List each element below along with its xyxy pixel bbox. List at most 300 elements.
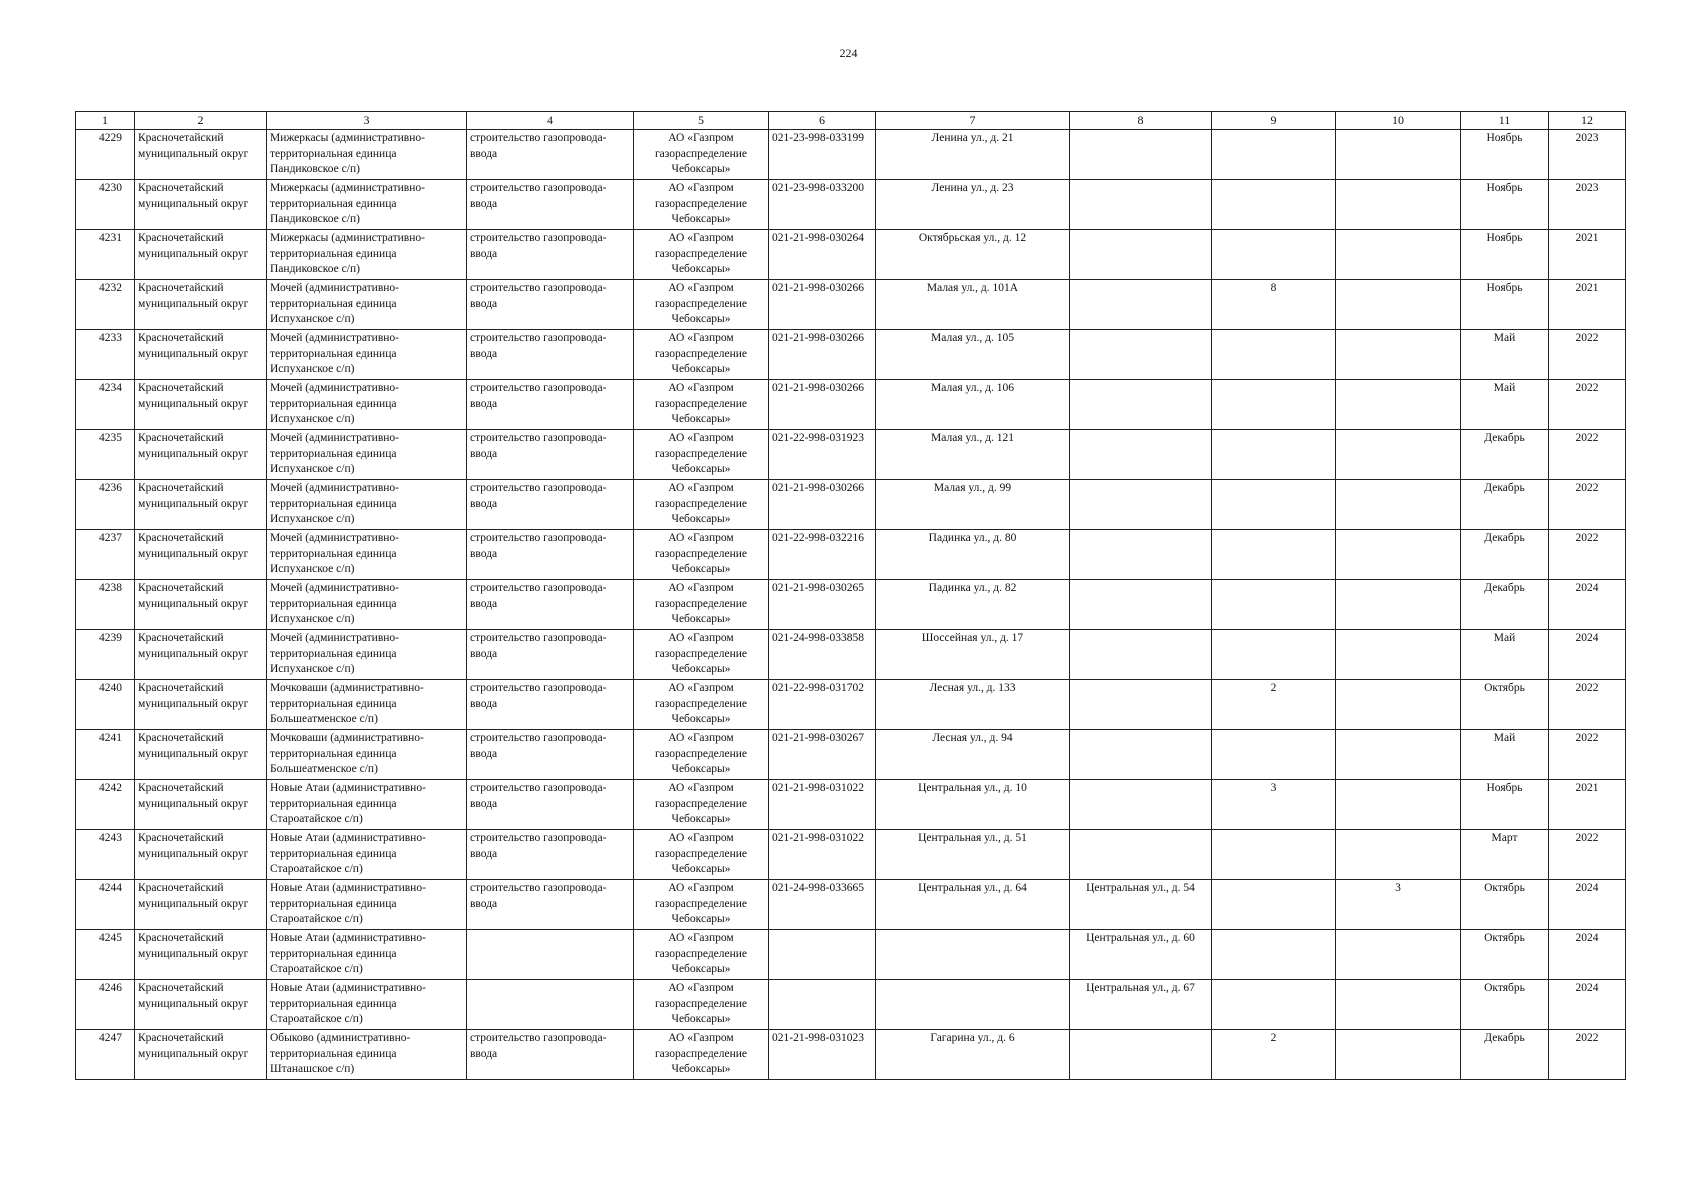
- organization-cell-text: АО «Газпром газораспределение Чебоксары»: [654, 982, 748, 1025]
- organization-cell: [634, 880, 769, 930]
- settlement-cell-text: Мочковаши (административно- территориальная единица Большеатменское с/п): [270, 682, 424, 725]
- organization-cell: [634, 930, 769, 980]
- district-cell-text: Красночетайский муниципальный округ: [138, 932, 249, 960]
- column-10-cell: [1336, 230, 1461, 280]
- table-row: [76, 930, 1626, 980]
- settlement-cell: [267, 830, 467, 880]
- column-9-cell: [1212, 680, 1336, 730]
- district-cell-text: Красночетайский муниципальный округ: [138, 232, 249, 260]
- district-cell: [135, 130, 267, 180]
- settlement-cell: [267, 430, 467, 480]
- settlement-cell: [267, 880, 467, 930]
- work-type-cell-text: строительство газопровода- ввода: [470, 582, 607, 610]
- additional-address-cell: [1070, 530, 1212, 580]
- organization-cell-text: АО «Газпром газораспределение Чебоксары»: [654, 832, 748, 875]
- organization-cell-text: АО «Газпром газораспределение Чебоксары»: [654, 782, 748, 825]
- organization-cell: [634, 230, 769, 280]
- work-type-cell: [467, 930, 634, 980]
- column-10-cell: [1336, 180, 1461, 230]
- settlement-cell: [267, 280, 467, 330]
- month-cell-text: Декабрь: [1484, 482, 1525, 494]
- object-code-cell: [769, 130, 876, 180]
- additional-address-cell: [1070, 230, 1212, 280]
- month-cell-text: Декабрь: [1484, 432, 1525, 444]
- year-cell-text: 2024: [1575, 982, 1599, 994]
- column-header-5: 5: [634, 112, 769, 130]
- settlement-cell-text: Мочей (административно- территориальная единица Испуханское с/п): [270, 632, 400, 675]
- table-row: [76, 680, 1626, 730]
- year-cell-text: 2022: [1575, 482, 1599, 494]
- district-cell: [135, 230, 267, 280]
- district-cell: [135, 1030, 267, 1080]
- month-cell: [1461, 580, 1549, 630]
- address-cell: [876, 630, 1070, 680]
- district-cell: [135, 380, 267, 430]
- settlement-cell-text: Новые Атаи (административно- территориальная единица Староатайское с/п): [270, 882, 426, 925]
- object-code-cell-text: 021-21-998-030264: [772, 232, 864, 244]
- address-cell-text: Малая ул., д. 106: [931, 382, 1014, 394]
- object-code-cell: [769, 930, 876, 980]
- address-cell: [876, 280, 1070, 330]
- table-row: [76, 1030, 1626, 1080]
- district-cell-text: Красночетайский муниципальный округ: [138, 432, 249, 460]
- address-cell: [876, 380, 1070, 430]
- column-header-6: 6: [769, 112, 876, 130]
- month-cell-text: Декабрь: [1484, 532, 1525, 544]
- district-cell: [135, 780, 267, 830]
- settlement-cell-text: Мочей (административно- территориальная единица Испуханское с/п): [270, 332, 400, 375]
- address-cell-text: Ленина ул., д. 23: [931, 182, 1014, 194]
- object-code-cell: [769, 280, 876, 330]
- object-code-cell-text: 021-23-998-033199: [772, 132, 864, 144]
- row-number-cell-text: 4238: [99, 582, 122, 594]
- column-10-cell: [1336, 680, 1461, 730]
- organization-cell: [634, 980, 769, 1030]
- table-row: [76, 430, 1626, 480]
- address-cell-text: Малая ул., д. 101А: [926, 282, 1019, 294]
- row-number-cell-text: 4235: [99, 432, 122, 444]
- column-10-cell: [1336, 930, 1461, 980]
- column-9-cell: [1212, 980, 1336, 1030]
- row-number-cell: [76, 630, 135, 680]
- object-code-cell-text: 021-21-998-030266: [772, 382, 864, 394]
- row-number-cell-text: 4240: [99, 682, 122, 694]
- district-cell: [135, 730, 267, 780]
- column-10-cell: [1336, 730, 1461, 780]
- district-cell: [135, 330, 267, 380]
- organization-cell-text: АО «Газпром газораспределение Чебоксары»: [654, 632, 748, 675]
- month-cell-text: Май: [1493, 382, 1516, 394]
- address-cell-text: Лесная ул., д. 133: [929, 682, 1016, 694]
- column-9-cell: [1212, 630, 1336, 680]
- work-type-cell-text: строительство газопровода- ввода: [470, 132, 607, 160]
- object-code-cell: [769, 580, 876, 630]
- table-row: [76, 130, 1626, 180]
- month-cell-text: Март: [1491, 832, 1518, 844]
- table-header: [76, 112, 1626, 130]
- row-number-cell: [76, 930, 135, 980]
- column-9-cell-text: 8: [1270, 282, 1277, 294]
- year-cell: [1549, 880, 1626, 930]
- organization-cell: [634, 1030, 769, 1080]
- column-10-cell: [1336, 480, 1461, 530]
- organization-cell-text: АО «Газпром газораспределение Чебоксары»: [654, 232, 748, 275]
- organization-cell-text: АО «Газпром газораспределение Чебоксары»: [654, 182, 748, 225]
- month-cell: [1461, 880, 1549, 930]
- month-cell: [1461, 730, 1549, 780]
- settlement-cell-text: Мочей (административно- территориальная единица Испуханское с/п): [270, 532, 400, 575]
- column-9-cell: [1212, 930, 1336, 980]
- organization-cell-text: АО «Газпром газораспределение Чебоксары»: [654, 582, 748, 625]
- district-cell-text: Красночетайский муниципальный округ: [138, 632, 249, 660]
- work-type-cell-text: строительство газопровода- ввода: [470, 882, 607, 910]
- month-cell-text: Октябрь: [1484, 882, 1525, 894]
- object-code-cell: [769, 880, 876, 930]
- row-number-cell: [76, 380, 135, 430]
- table-row: [76, 830, 1626, 880]
- column-9-cell: [1212, 480, 1336, 530]
- column-9-cell-text: 2: [1270, 682, 1277, 694]
- settlement-cell: [267, 330, 467, 380]
- work-type-cell: [467, 630, 634, 680]
- work-type-cell: [467, 230, 634, 280]
- address-cell: [876, 580, 1070, 630]
- organization-cell: [634, 280, 769, 330]
- work-type-cell-text: строительство газопровода- ввода: [470, 382, 607, 410]
- table-row: [76, 630, 1626, 680]
- row-number-cell-text: 4239: [99, 632, 122, 644]
- settlement-cell-text: Новые Атаи (административно- территориальная единица Староатайское с/п): [270, 782, 426, 825]
- district-cell: [135, 980, 267, 1030]
- object-code-cell-text: 021-21-998-030266: [772, 482, 864, 494]
- column-10-cell: [1336, 330, 1461, 380]
- additional-address-cell: [1070, 480, 1212, 530]
- additional-address-cell: [1070, 730, 1212, 780]
- work-type-cell-text: строительство газопровода- ввода: [470, 282, 607, 310]
- month-cell: [1461, 380, 1549, 430]
- row-number-cell: [76, 480, 135, 530]
- settlement-cell-text: Новые Атаи (административно- территориальная единица Староатайское с/п): [270, 932, 426, 975]
- table-row: [76, 730, 1626, 780]
- settlement-cell: [267, 930, 467, 980]
- year-cell-text: 2022: [1575, 832, 1599, 844]
- district-cell: [135, 830, 267, 880]
- organization-cell-text: АО «Газпром газораспределение Чебоксары»: [654, 132, 748, 175]
- column-header-11: 11: [1461, 112, 1549, 130]
- month-cell: [1461, 530, 1549, 580]
- month-cell: [1461, 630, 1549, 680]
- row-number-cell-text: 4247: [99, 1032, 122, 1044]
- address-cell: [876, 130, 1070, 180]
- year-cell-text: 2021: [1575, 282, 1599, 294]
- address-cell-text: Падинка ул., д. 82: [928, 582, 1017, 594]
- row-number-cell-text: 4233: [99, 332, 122, 344]
- year-cell: [1549, 630, 1626, 680]
- organization-cell: [634, 380, 769, 430]
- work-type-cell: [467, 530, 634, 580]
- column-10-cell: [1336, 530, 1461, 580]
- object-code-cell: [769, 780, 876, 830]
- year-cell: [1549, 380, 1626, 430]
- settlement-cell-text: Мочей (административно- территориальная единица Испуханское с/п): [270, 582, 400, 625]
- work-type-cell: [467, 680, 634, 730]
- address-cell: [876, 780, 1070, 830]
- district-cell: [135, 880, 267, 930]
- organization-cell-text: АО «Газпром газораспределение Чебоксары»: [654, 682, 748, 725]
- month-cell: [1461, 280, 1549, 330]
- year-cell: [1549, 980, 1626, 1030]
- column-9-cell: [1212, 230, 1336, 280]
- address-cell-text: Падинка ул., д. 80: [928, 532, 1017, 544]
- column-9-cell: [1212, 380, 1336, 430]
- register-table: [75, 111, 1626, 1080]
- column-10-cell: [1336, 430, 1461, 480]
- column-header-1: 1: [76, 112, 135, 130]
- object-code-cell: [769, 180, 876, 230]
- row-number-cell: [76, 780, 135, 830]
- object-code-cell-text: 021-21-998-031022: [772, 832, 864, 844]
- column-10-cell: [1336, 580, 1461, 630]
- month-cell: [1461, 830, 1549, 880]
- additional-address-cell: [1070, 980, 1212, 1030]
- organization-cell: [634, 680, 769, 730]
- column-9-cell: [1212, 580, 1336, 630]
- district-cell: [135, 430, 267, 480]
- column-9-cell: [1212, 730, 1336, 780]
- district-cell: [135, 930, 267, 980]
- address-cell: [876, 330, 1070, 380]
- column-9-cell: [1212, 280, 1336, 330]
- table-row: [76, 780, 1626, 830]
- address-cell: [876, 230, 1070, 280]
- column-10-cell: [1336, 980, 1461, 1030]
- year-cell-text: 2024: [1575, 632, 1599, 644]
- column-9-cell: [1212, 180, 1336, 230]
- object-code-cell: [769, 980, 876, 1030]
- year-cell-text: 2022: [1575, 532, 1599, 544]
- year-cell-text: 2022: [1575, 332, 1599, 344]
- additional-address-cell: [1070, 930, 1212, 980]
- work-type-cell: [467, 480, 634, 530]
- month-cell-text: Декабрь: [1484, 1032, 1525, 1044]
- column-header-7: 7: [876, 112, 1070, 130]
- month-cell-text: Ноябрь: [1486, 282, 1523, 294]
- address-cell-text: Гагарина ул., д. 6: [930, 1032, 1015, 1044]
- work-type-cell-text: строительство газопровода- ввода: [470, 482, 607, 510]
- object-code-cell-text: 021-22-998-031923: [772, 432, 864, 444]
- organization-cell: [634, 130, 769, 180]
- organization-cell-text: АО «Газпром газораспределение Чебоксары»: [654, 932, 748, 975]
- district-cell-text: Красночетайский муниципальный округ: [138, 382, 249, 410]
- year-cell-text: 2024: [1575, 582, 1599, 594]
- year-cell: [1549, 280, 1626, 330]
- table-row: [76, 580, 1626, 630]
- object-code-cell: [769, 330, 876, 380]
- column-header-10: 10: [1336, 112, 1461, 130]
- year-cell: [1549, 480, 1626, 530]
- district-cell-text: Красночетайский муниципальный округ: [138, 132, 249, 160]
- additional-address-cell: [1070, 680, 1212, 730]
- district-cell: [135, 630, 267, 680]
- settlement-cell-text: Новые Атаи (административно- территориальная единица Староатайское с/п): [270, 832, 426, 875]
- header-row: [76, 112, 1626, 130]
- object-code-cell-text: 021-24-998-033665: [772, 882, 864, 894]
- month-cell-text: Ноябрь: [1486, 232, 1523, 244]
- settlement-cell-text: Мижеркасы (административно- территориальная единица Пандиковское с/п): [270, 182, 425, 225]
- additional-address-cell: [1070, 130, 1212, 180]
- district-cell-text: Красночетайский муниципальный округ: [138, 832, 249, 860]
- work-type-cell: [467, 130, 634, 180]
- work-type-cell-text: строительство газопровода- ввода: [470, 682, 607, 710]
- district-cell-text: Красночетайский муниципальный округ: [138, 182, 249, 210]
- row-number-cell-text: 4246: [99, 982, 122, 994]
- object-code-cell-text: 021-22-998-032216: [772, 532, 864, 544]
- year-cell: [1549, 1030, 1626, 1080]
- settlement-cell: [267, 680, 467, 730]
- column-10-cell: [1336, 780, 1461, 830]
- organization-cell-text: АО «Газпром газораспределение Чебоксары»: [654, 532, 748, 575]
- row-number-cell-text: 4236: [99, 482, 122, 494]
- organization-cell: [634, 730, 769, 780]
- row-number-cell: [76, 330, 135, 380]
- month-cell: [1461, 980, 1549, 1030]
- row-number-cell-text: 4237: [99, 532, 122, 544]
- month-cell-text: Декабрь: [1484, 582, 1525, 594]
- organization-cell-text: АО «Газпром газораспределение Чебоксары»: [654, 332, 748, 375]
- year-cell: [1549, 730, 1626, 780]
- year-cell-text: 2022: [1575, 382, 1599, 394]
- settlement-cell-text: Новые Атаи (административно- территориальная единица Староатайское с/п): [270, 982, 426, 1025]
- row-number-cell: [76, 830, 135, 880]
- work-type-cell-text: строительство газопровода- ввода: [470, 432, 607, 460]
- work-type-cell-text: строительство газопровода- ввода: [470, 782, 607, 810]
- work-type-cell-text: строительство газопровода- ввода: [470, 532, 607, 560]
- month-cell: [1461, 180, 1549, 230]
- year-cell: [1549, 330, 1626, 380]
- month-cell: [1461, 230, 1549, 280]
- address-cell-text: Ленина ул., д. 21: [931, 132, 1014, 144]
- row-number-cell: [76, 730, 135, 780]
- district-cell-text: Красночетайский муниципальный округ: [138, 782, 249, 810]
- address-cell-text: Центральная ул., д. 51: [918, 832, 1027, 844]
- organization-cell-text: АО «Газпром газораспределение Чебоксары»: [654, 482, 748, 525]
- column-header-12: 12: [1549, 112, 1626, 130]
- column-9-cell: [1212, 530, 1336, 580]
- settlement-cell-text: Мочей (административно- территориальная единица Испуханское с/п): [270, 382, 400, 425]
- year-cell-text: 2022: [1575, 682, 1599, 694]
- row-number-cell: [76, 580, 135, 630]
- district-cell-text: Красночетайский муниципальный округ: [138, 282, 249, 310]
- work-type-cell: [467, 730, 634, 780]
- table-row: [76, 230, 1626, 280]
- table-row: [76, 280, 1626, 330]
- address-cell: [876, 880, 1070, 930]
- settlement-cell: [267, 530, 467, 580]
- settlement-cell: [267, 980, 467, 1030]
- address-cell: [876, 830, 1070, 880]
- column-10-cell: [1336, 630, 1461, 680]
- settlement-cell-text: Обыково (административно- территориальная единица Штанашское с/п): [270, 1032, 411, 1075]
- address-cell-text: Октябрьская ул., д. 12: [918, 232, 1027, 244]
- object-code-cell-text: 021-21-998-030267: [772, 732, 864, 744]
- address-cell: [876, 730, 1070, 780]
- month-cell-text: Май: [1493, 632, 1516, 644]
- column-9-cell: [1212, 780, 1336, 830]
- object-code-cell-text: 021-21-998-031022: [772, 782, 864, 794]
- work-type-cell: [467, 780, 634, 830]
- row-number-cell: [76, 880, 135, 930]
- additional-address-cell: [1070, 630, 1212, 680]
- year-cell: [1549, 180, 1626, 230]
- settlement-cell: [267, 580, 467, 630]
- work-type-cell-text: строительство газопровода- ввода: [470, 1032, 607, 1060]
- organization-cell-text: АО «Газпром газораспределение Чебоксары»: [654, 432, 748, 475]
- month-cell: [1461, 430, 1549, 480]
- additional-address-cell: [1070, 380, 1212, 430]
- settlement-cell: [267, 1030, 467, 1080]
- work-type-cell-text: строительство газопровода- ввода: [470, 632, 607, 660]
- address-cell: [876, 930, 1070, 980]
- column-10-cell: [1336, 130, 1461, 180]
- year-cell: [1549, 680, 1626, 730]
- address-cell-text: Малая ул., д. 105: [931, 332, 1014, 344]
- additional-address-cell: [1070, 430, 1212, 480]
- row-number-cell-text: 4232: [99, 282, 122, 294]
- year-cell: [1549, 130, 1626, 180]
- object-code-cell-text: 021-21-998-030265: [772, 582, 864, 594]
- district-cell-text: Красночетайский муниципальный округ: [138, 732, 249, 760]
- table-row: [76, 330, 1626, 380]
- row-number-cell: [76, 130, 135, 180]
- work-type-cell: [467, 880, 634, 930]
- month-cell: [1461, 480, 1549, 530]
- month-cell-text: Ноябрь: [1486, 182, 1523, 194]
- settlement-cell-text: Мижеркасы (административно- территориальная единица Пандиковское с/п): [270, 132, 425, 175]
- additional-address-cell-text: Центральная ул., д. 60: [1086, 932, 1195, 944]
- additional-address-cell: [1070, 180, 1212, 230]
- settlement-cell-text: Мочей (административно- территориальная единица Испуханское с/п): [270, 282, 400, 325]
- month-cell: [1461, 780, 1549, 830]
- district-cell: [135, 180, 267, 230]
- year-cell: [1549, 780, 1626, 830]
- address-cell: [876, 1030, 1070, 1080]
- organization-cell: [634, 180, 769, 230]
- object-code-cell: [769, 680, 876, 730]
- district-cell: [135, 530, 267, 580]
- district-cell-text: Красночетайский муниципальный округ: [138, 982, 249, 1010]
- work-type-cell: [467, 180, 634, 230]
- object-code-cell-text: 021-24-998-033858: [772, 632, 864, 644]
- object-code-cell: [769, 380, 876, 430]
- object-code-cell: [769, 730, 876, 780]
- district-cell-text: Красночетайский муниципальный округ: [138, 582, 249, 610]
- settlement-cell: [267, 630, 467, 680]
- work-type-cell: [467, 830, 634, 880]
- table-body: [76, 130, 1626, 1080]
- settlement-cell: [267, 130, 467, 180]
- year-cell-text: 2022: [1575, 1032, 1599, 1044]
- month-cell-text: Октябрь: [1484, 982, 1525, 994]
- month-cell-text: Ноябрь: [1486, 782, 1523, 794]
- district-cell: [135, 480, 267, 530]
- month-cell: [1461, 330, 1549, 380]
- month-cell-text: Ноябрь: [1486, 132, 1523, 144]
- row-number-cell: [76, 430, 135, 480]
- work-type-cell: [467, 380, 634, 430]
- row-number-cell-text: 4243: [99, 832, 122, 844]
- month-cell-text: Октябрь: [1484, 682, 1525, 694]
- work-type-cell-text: строительство газопровода- ввода: [470, 182, 607, 210]
